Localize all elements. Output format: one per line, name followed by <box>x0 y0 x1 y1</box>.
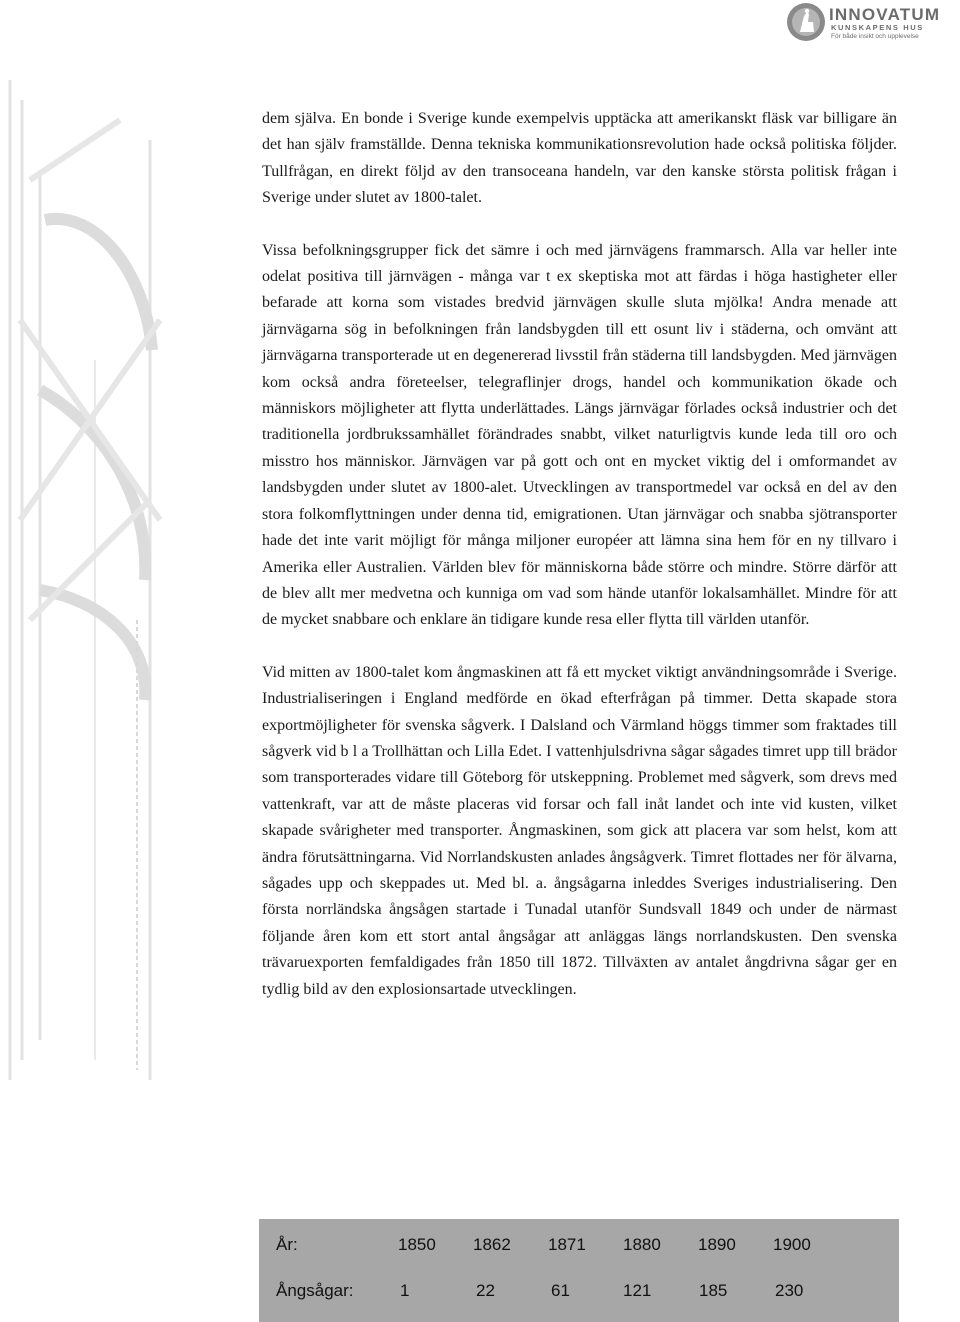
logo-mark-icon <box>786 2 826 42</box>
count-label: Ångsågar: <box>276 1281 354 1300</box>
year-cell: 1900 <box>773 1235 811 1254</box>
logo-subtitle: KUNSKAPENS HUS <box>831 23 924 32</box>
paragraph: dem själva. En bonde i Sverige kunde exempelvis upptäcka att amerikanskt fläsk var billigare än det han själv framställde. Denna tekniska kommunikationsrevolution hade också politiska följder. Tullfrågan, en direkt följd av den transoceana handeln, var den kanske största politisk frågan i Sverige under slutet av 1800-talet. <box>262 110 897 207</box>
sawmill-count-table <box>259 1219 899 1322</box>
paragraph: Vissa befolkningsgrupper fick det sämre i och med järnvägens frammarsch. Alla var heller inte odelat positiva till järnvägen - många var t ex skeptiska mot att färdas i höga hastigheter eller befarade att korna som vistades bredvid järnvägen skulle sluta mjölka! Andra menade att järnvägarna sög in befolkningen från landsbygden till ett osunt liv i städerna, och omvänt att järnvägarna transporterade ut en degenererad livsstil från städerna till landsbygden. Med järnvägen kom också andra företeelser, telegraflinjer drogs, handel och kommunikation ökade och människors möjligheter att flytta underlättades. Längs järnvägar förlades också industrier och det traditionella jordbrukssamhället förändrades snabbt, vilket naturligtvis kunde leda till oro och misstro hos människor. Järnvägen var på gott och ont en mycket viktig del i omformandet av landsbygden under slutet av 1800-alet. Utvecklingen av transportmedel var också en del av den stora folkomflyttningen under denna tid, emigrationen. Utan järnvägar och snabba sjötransporter hade det inte varit möjligt för många miljoner européer att lämna sina hem för en ny tillvaro i Amerika eller Australien. Världen blev för människorna både större och mindre. Större därför att de blev allt mer medvetna och kunniga om vad som hände utanför lokalsamhället. Mindre för att de mycket snabbare och enklare än tidigare kunde resa eller flytta till världen utanför. <box>262 241 897 629</box>
count-cell: 230 <box>775 1281 804 1300</box>
innovatum-logo <box>786 2 958 46</box>
count-cell: 185 <box>699 1281 728 1300</box>
body-text <box>262 106 897 1029</box>
year-cell: 1850 <box>398 1235 436 1254</box>
count-cell: 22 <box>476 1281 495 1300</box>
paragraph: Vid mitten av 1800-talet kom ångmaskinen att få ett mycket viktigt användningsområde i Sverige. Industrialiseringen i England medförde en ökad efterfrågan på timmer. Detta skapade stora exportmöjligheter för svenska sågverk. I Dalsland och Värmland höggs timmer som fraktades till sågverk vid b l a Trollhättan och Lilla Edet. I vattenhjulsdrivna sågar sågades timret upp till brädor som transporterades vidare till Göteborg för utskeppning. Problemet med sågverk, som drevs med vattenkraft, var att de måste placeras vid forsar och fall inåt landet och inte vid kusten, vilket skapade svårigheter med transporter. Ångmaskinen, som gick att placera var som helst, kom att ändra förutsättningarna. Vid Norrlandskusten anlades ångsågverk. Timret flottades ner för älvarna, sågades upp och skeppades ut. Med bl. a. ångsågarna inleddes Sveriges industrialisering. Den första norrländska ångsågen startade i Tunadal utanför Sundsvall 1849 och under de närmast följande åren kom ett stort antal ångsågar att anläggas längs norrlandskusten. Den svenska trävaruexporten femfaldigades från 1850 till 1872. Tillväxten av antalet ångdrivna sågar ger en tydlig bild av den explosionsartade utvecklingen. <box>262 663 897 998</box>
count-cell: 1 <box>400 1281 410 1300</box>
year-cell: 1871 <box>548 1235 586 1254</box>
count-cell: 61 <box>551 1281 570 1300</box>
year-cell: 1890 <box>698 1235 736 1254</box>
year-cell: 1862 <box>473 1235 511 1254</box>
year-cell: 1880 <box>623 1235 661 1254</box>
sawmill-illustration <box>0 60 170 1090</box>
logo-name: INNOVATUM <box>829 5 941 24</box>
count-cell: 121 <box>623 1281 652 1300</box>
logo-tagline: För både insikt och upplevelse <box>831 33 919 40</box>
year-label: År: <box>276 1235 298 1254</box>
